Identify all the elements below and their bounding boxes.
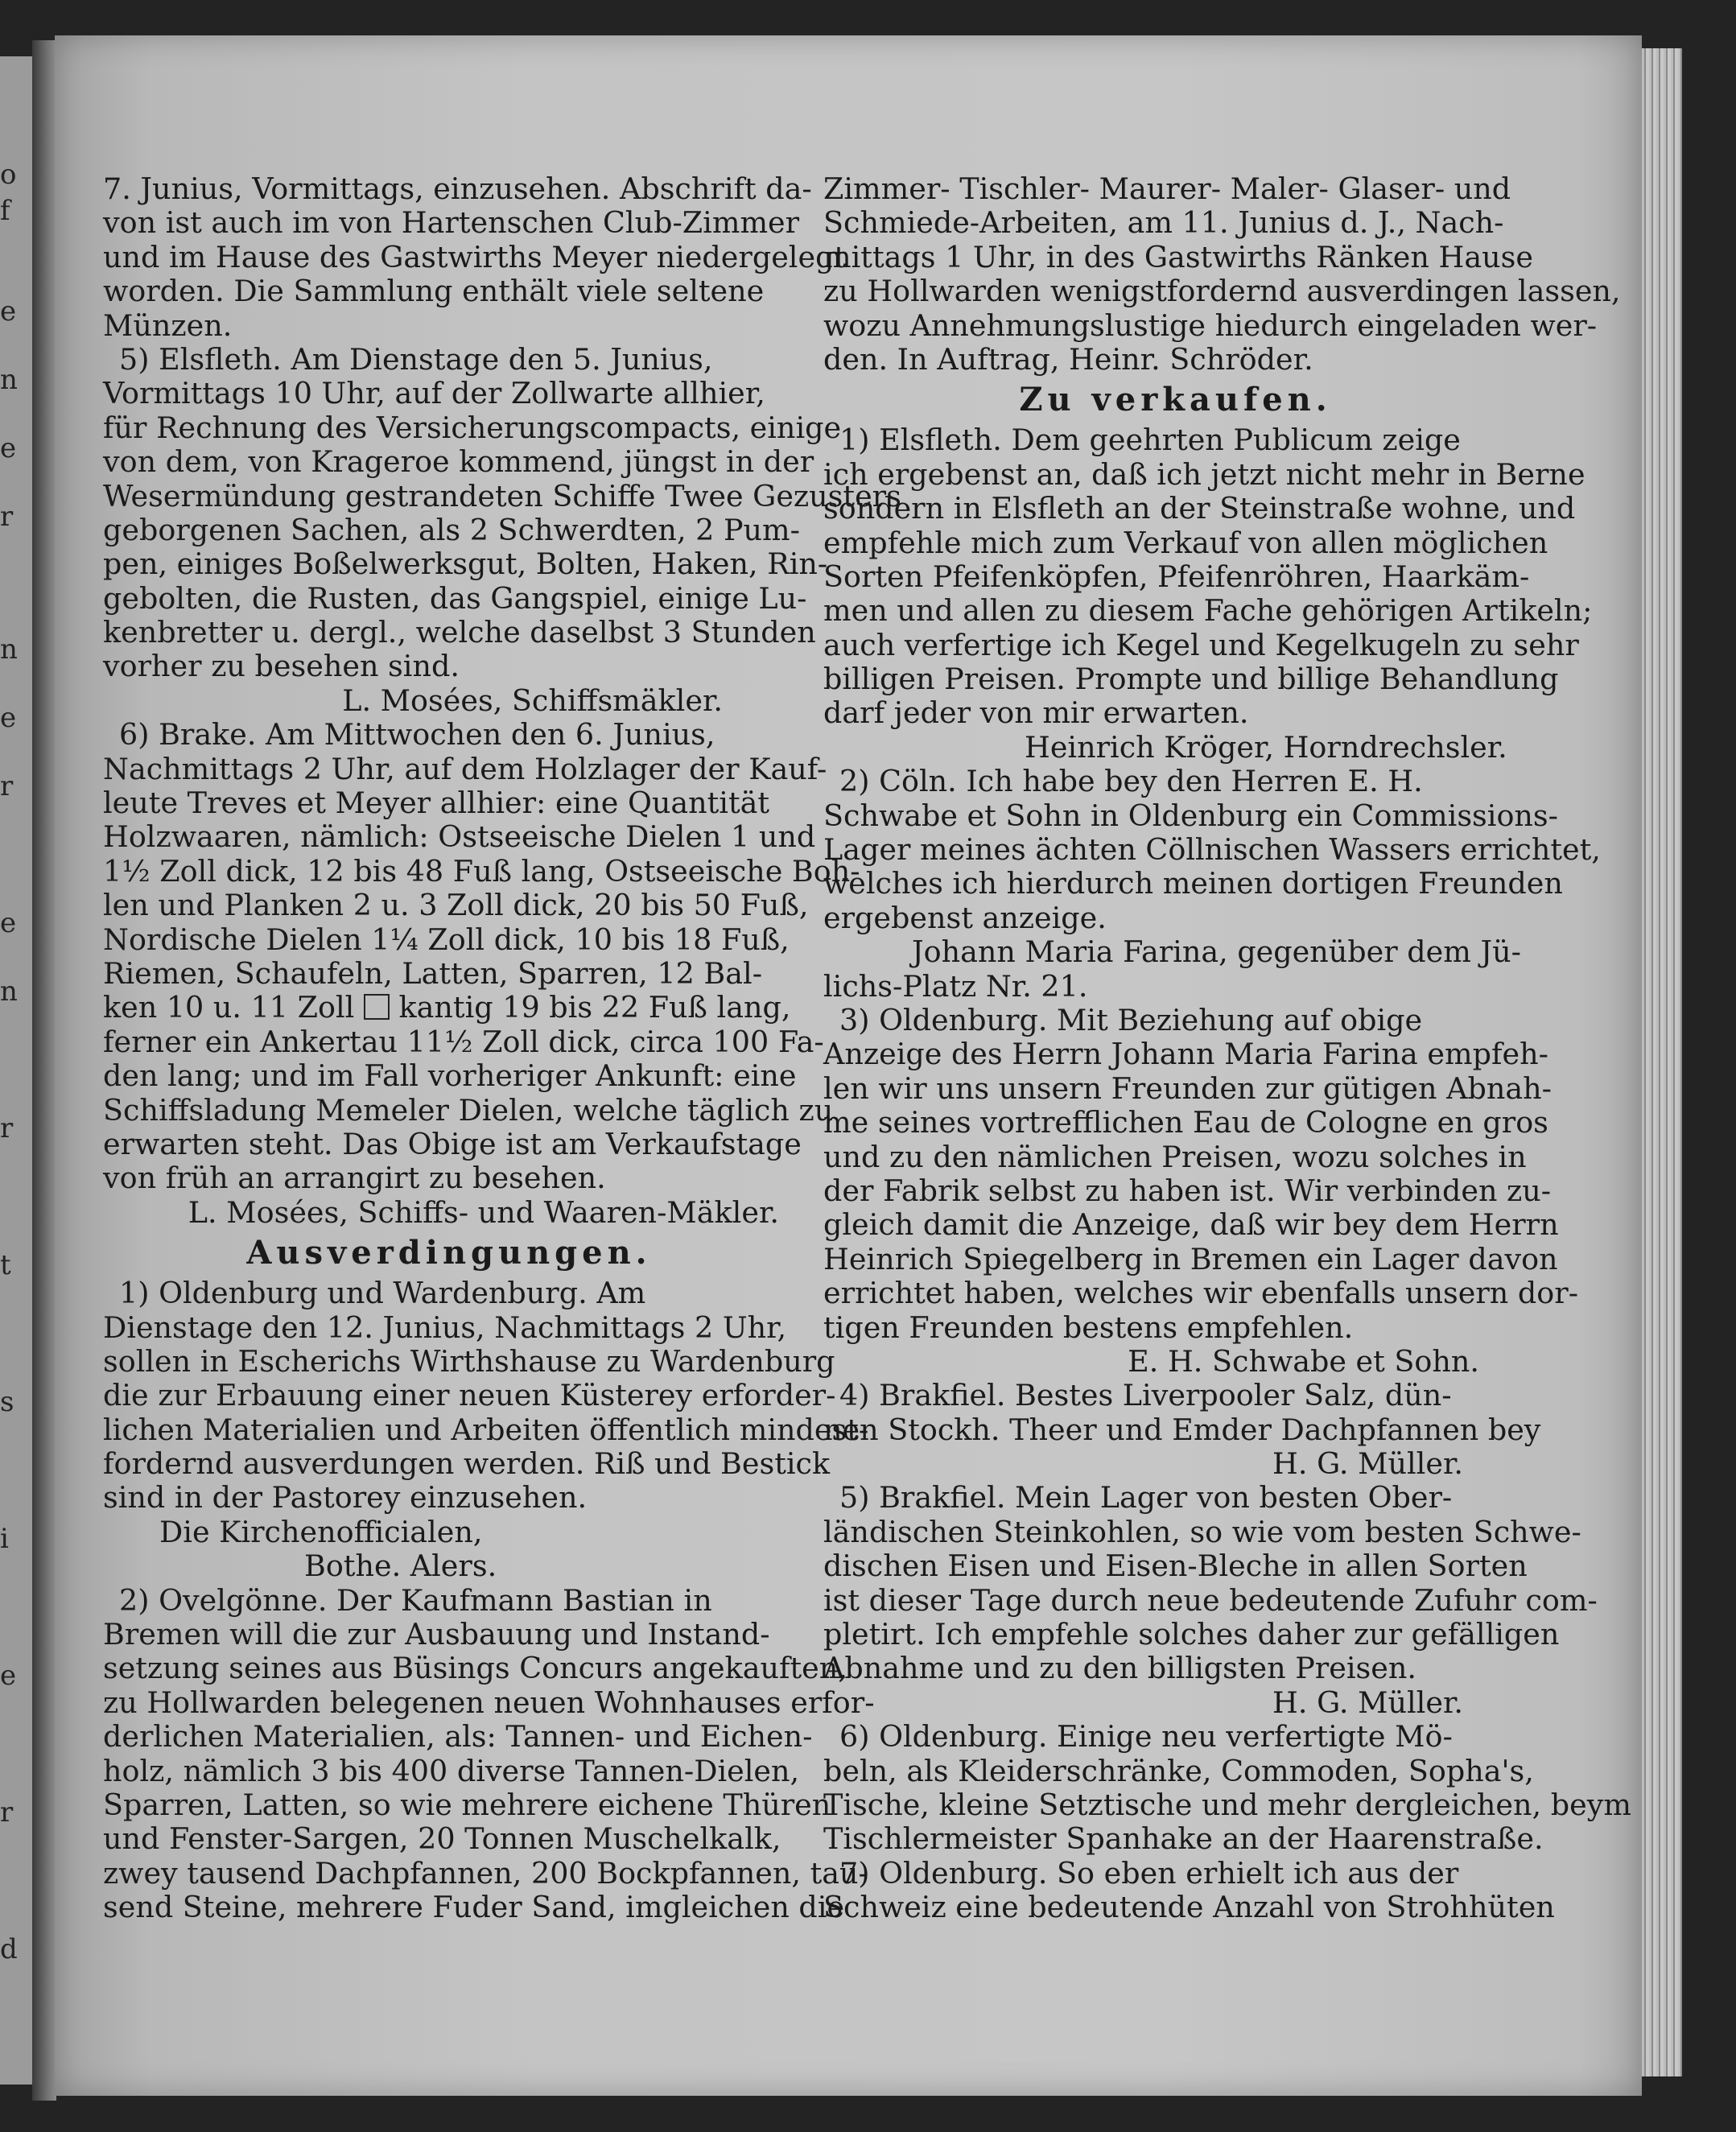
- text-line: dischen Eisen und Eisen-Bleche in allen Sorten: [823, 1548, 1528, 1584]
- prev-page-fragment: e: [0, 295, 17, 328]
- notice-heading-line: 5) Brakfiel. Mein Lager von besten Ober-: [839, 1480, 1453, 1515]
- prev-page-fragment: o: [0, 159, 17, 191]
- text-line: 7. Junius, Vormittags, einzusehen. Abschrift da-: [103, 171, 812, 206]
- text-line: und Fenster-Sargen, 20 Tonnen Muschelkalk,: [103, 1821, 781, 1857]
- section-heading-ausverdingungen: Ausverdingungen.: [246, 1234, 652, 1272]
- text-line: der Fabrik selbst zu haben ist. Wir verbinden zu-: [823, 1173, 1552, 1208]
- notice-heading-line: 3) Oldenburg. Mit Beziehung auf obige: [839, 1002, 1423, 1037]
- prev-page-fragment: e: [0, 1660, 17, 1692]
- newspaper-page: [55, 35, 1642, 2096]
- text-line: gebolten, die Rusten, das Gangspiel, einige Lu-: [103, 580, 807, 616]
- prev-page-fragment: i: [0, 1523, 9, 1555]
- text-line: beln, als Kleiderschränke, Commoden, Sopha's,: [823, 1753, 1534, 1788]
- text-line: Lager meines ächten Cöllnischen Wassers errichtet,: [823, 832, 1601, 868]
- text-line: sondern in Elsfleth an der Steinstraße wohne, und: [823, 491, 1576, 526]
- text-line: Vormittags 10 Uhr, auf der Zollwarte allhier,: [103, 376, 765, 411]
- text-line: welches ich hierdurch meinen dortigen Freunden: [823, 866, 1563, 901]
- text-line: geborgenen Sachen, als 2 Schwerdten, 2 Pum-: [103, 512, 800, 547]
- text-line: ich ergebenst an, daß ich jetzt nicht mehr in Berne: [823, 456, 1585, 492]
- notice-heading-line: 6) Oldenburg. Einige neu verfertigte Mö-: [839, 1719, 1453, 1755]
- text-line: von ist auch im von Hartenschen Club-Zimmer: [103, 205, 800, 241]
- text-line: derlichen Materialien, als: Tannen- und Eichen-: [103, 1719, 813, 1755]
- prev-page-fragment: e: [0, 702, 17, 734]
- text-line: tigen Freunden bestens empfehlen.: [823, 1309, 1354, 1345]
- text-line: Sorten Pfeifenköpfen, Pfeifenröhren, Haarkäm-: [823, 559, 1530, 594]
- prev-page-fragment: r: [0, 1112, 14, 1144]
- text-line: pletirt. Ich empfehle solches daher zur gefälligen: [823, 1617, 1560, 1652]
- text-line: setzung seines aus Büsings Concurs angekauften,: [103, 1651, 847, 1686]
- text-line: Bremen will die zur Ausbauung und Instand-: [103, 1617, 770, 1652]
- prev-page-fragment: e: [0, 907, 17, 939]
- text-line: Abnahme und zu den billigsten Preisen.: [823, 1651, 1416, 1686]
- text-line: len und Planken 2 u. 3 Zoll dick, 20 bis 50 Fuß,: [103, 888, 809, 923]
- text-line: ferner ein Ankertau 11½ Zoll dick, circa 100 Fa-: [103, 1024, 824, 1059]
- text-line: Schwabe et Sohn in Oldenburg ein Commissions-: [823, 798, 1558, 833]
- notice-heading-line: 2) Ovelgönne. Der Kaufmann Bastian in: [119, 1582, 712, 1618]
- prev-page-fragment: n: [0, 975, 18, 1008]
- text-line: den lang; und im Fall vorheriger Ankunft: eine: [103, 1058, 797, 1094]
- text-line: Tischlermeister Spanhake an der Haarenstraße.: [823, 1821, 1544, 1857]
- signature-line: H. G. Müller.: [1272, 1446, 1463, 1482]
- text-line: empfehle mich zum Verkauf von allen möglichen: [823, 525, 1548, 560]
- text-line: Anzeige des Herrn Johann Maria Farina empfeh-: [823, 1037, 1548, 1072]
- text-line: leute Treves et Meyer allhier: eine Quantität: [103, 786, 770, 821]
- prev-page-fragment: r: [0, 1796, 14, 1829]
- signature-line: lichs-Platz Nr. 21.: [823, 968, 1088, 1004]
- text-line: Zimmer- Tischler- Maurer- Maler- Glaser- und: [823, 171, 1511, 206]
- text-line: pen, einiges Boßelwerksgut, Bolten, Haken, Rin-: [103, 546, 828, 582]
- prev-page-fragment: n: [0, 633, 18, 666]
- signature-line: H. G. Müller.: [1272, 1685, 1463, 1720]
- signature-line: Johann Maria Farina, gegenüber dem Jü-: [912, 934, 1521, 970]
- notice-heading-line: 4) Brakfiel. Bestes Liverpooler Salz, dün-: [839, 1378, 1452, 1413]
- signature-line: Heinrich Kröger, Horndrechsler.: [1025, 729, 1507, 765]
- text-line: ist dieser Tage durch neue bedeutende Zufuhr com-: [823, 1582, 1598, 1618]
- text-line: send Steine, mehrere Fuder Sand, imgleichen die: [103, 1890, 845, 1925]
- text-line: wozu Annehmungslustige hiedurch eingeladen wer-: [823, 307, 1598, 343]
- text-line: die zur Erbauung einer neuen Küsterey erforder-: [103, 1378, 836, 1413]
- text-line: auch verfertige ich Kegel und Kegelkugeln zu sehr: [823, 627, 1579, 662]
- text-line: kenbretter u. dergl., welche daselbst 3 Stunden: [103, 615, 816, 650]
- prev-page-fragment: s: [0, 1386, 14, 1418]
- text-line: Schiffsladung Memeler Dielen, welche täglich zu: [103, 1092, 834, 1128]
- text-line: sind in der Pastorey einzusehen.: [103, 1480, 588, 1515]
- prev-page-fragment: r: [0, 770, 14, 802]
- text-line: worden. Die Sammlung enthält viele seltene: [103, 274, 765, 309]
- text-line: für Rechnung des Versicherungscompacts, einige: [103, 410, 842, 445]
- square-symbol-icon: [364, 994, 390, 1020]
- text-line: Nachmittags 2 Uhr, auf dem Holzlager der Kauf-: [103, 751, 827, 786]
- text-line: darf jeder von mir erwarten.: [823, 695, 1249, 731]
- text-fragment: kantig 19 bis 22 Fuß lang,: [398, 990, 791, 1025]
- text-line: ergebenst anzeige.: [823, 900, 1107, 935]
- text-line: gleich damit die Anzeige, daß wir bey dem Herrn: [823, 1207, 1559, 1243]
- text-line: Holzwaaren, nämlich: Ostseeische Dielen 1 und: [103, 819, 816, 855]
- text-line: nen Stockh. Theer und Emder Dachpfannen bey: [823, 1412, 1541, 1447]
- text-line: billigen Preisen. Prompte und billige Behandlung: [823, 662, 1559, 697]
- text-line: von früh an arrangirt zu besehen.: [103, 1161, 606, 1196]
- notice-heading-line: 7) Oldenburg. So eben erhielt ich aus der: [839, 1855, 1459, 1891]
- prev-page-fragment: d: [0, 1933, 18, 1965]
- notice-heading-line: 6) Brake. Am Mittwochen den 6. Junius,: [119, 717, 715, 753]
- text-line: 1½ Zoll dick, 12 bis 48 Fuß lang, Ostseeische Boh-: [103, 853, 860, 889]
- text-line: Sparren, Latten, so wie mehrere eichene Thüren: [103, 1787, 831, 1822]
- signature-line: den. In Auftrag, Heinr. Schröder.: [823, 341, 1313, 377]
- text-line: zu Hollwarden wenigstfordernd ausverdingen lassen,: [823, 274, 1621, 309]
- prev-page-fragment: f: [0, 195, 10, 227]
- notice-heading-line: 5) Elsfleth. Am Dienstage den 5. Junius,: [119, 341, 713, 377]
- text-line: fordernd ausverdungen werden. Riß und Bestick: [103, 1446, 831, 1482]
- text-line: [103, 991, 795, 1025]
- prev-page-fragment: e: [0, 432, 17, 464]
- left-column: [103, 171, 901, 1925]
- notice-heading-line: 2) Cöln. Ich habe bey den Herren E. H.: [839, 764, 1423, 799]
- right-column: [823, 171, 1631, 1925]
- text-line: men und allen zu diesem Fache gehörigen Artikeln;: [823, 593, 1593, 629]
- text-line: zu Hollwarden belegenen neuen Wohnhauses erfor-: [103, 1685, 875, 1720]
- text-line: von dem, von Krageroe kommend, jüngst in der: [103, 444, 814, 480]
- text-line: zwey tausend Dachpfannen, 200 Bockpfannen, tau-: [103, 1855, 868, 1891]
- text-line: mittags 1 Uhr, in des Gastwirths Ränken Hause: [823, 239, 1533, 274]
- book-gutter: [32, 40, 56, 2101]
- text-line: len wir uns unsern Freunden zur gütigen Abnah-: [823, 1070, 1552, 1106]
- text-line: holz, nämlich 3 bis 400 diverse Tannen-Dielen,: [103, 1753, 800, 1788]
- signature-line: L. Mosées, Schiffs- und Waaren-Mäkler.: [188, 1194, 779, 1230]
- prev-page-fragment: n: [0, 364, 18, 396]
- signature-line: E. H. Schwabe et Sohn.: [1128, 1343, 1479, 1379]
- prev-page-fragment: t: [0, 1249, 11, 1281]
- text-line: Dienstage den 12. Junius, Nachmittags 2 Uhr,: [103, 1309, 787, 1345]
- signature-line: Bothe. Alers.: [304, 1548, 497, 1584]
- text-line: und zu den nämlichen Preisen, wozu solches in: [823, 1139, 1527, 1174]
- previous-page-edge: [0, 56, 32, 2085]
- text-fragment: ken 10 u. 11 Zoll: [103, 990, 355, 1025]
- text-line: Schmiede-Arbeiten, am 11. Junius d. J., Nach-: [823, 205, 1504, 241]
- text-line: me seines vortrefflichen Eau de Cologne en gros: [823, 1105, 1548, 1140]
- text-line: Schweiz eine bedeutende Anzahl von Strohhüten: [823, 1890, 1555, 1925]
- text-line: ländischen Steinkohlen, so wie vom besten Schwe-: [823, 1514, 1581, 1549]
- text-line: Wesermündung gestrandeten Schiffe Twee Gezusters: [103, 478, 901, 513]
- signature-line: L. Mosées, Schiffsmäkler.: [342, 682, 723, 718]
- text-line: vorher zu besehen sind.: [103, 649, 460, 684]
- text-line: sollen in Escherichs Wirthshause zu Wardenburg: [103, 1343, 835, 1379]
- text-line: errichtet haben, welches wir ebenfalls unsern dor-: [823, 1276, 1579, 1311]
- page-stack-edge: [1642, 48, 1682, 2076]
- text-line: erwarten steht. Das Obige ist am Verkaufstage: [103, 1126, 802, 1161]
- text-line: Münzen.: [103, 307, 233, 343]
- prev-page-fragment: r: [0, 501, 14, 533]
- text-line: Heinrich Spiegelberg in Bremen ein Lager davon: [823, 1241, 1558, 1276]
- section-heading-zu-verkaufen: Zu verkaufen.: [1019, 381, 1332, 419]
- text-line: Riemen, Schaufeln, Latten, Sparren, 12 Bal-: [103, 955, 763, 991]
- text-line: Nordische Dielen 1¼ Zoll dick, 10 bis 18 Fuß,: [103, 922, 790, 957]
- signature-line: Die Kirchenofficialen,: [159, 1514, 483, 1549]
- text-line: Tische, kleine Setztische und mehr dergleichen, beym: [823, 1787, 1631, 1822]
- notice-heading-line: 1) Elsfleth. Dem geehrten Publicum zeige: [839, 423, 1461, 458]
- text-line: lichen Materialien und Arbeiten öffentlich mindest-: [103, 1412, 869, 1447]
- notice-heading-line: 1) Oldenburg und Wardenburg. Am: [119, 1276, 646, 1311]
- text-line: und im Hause des Gastwirths Meyer niedergelegt: [103, 239, 847, 274]
